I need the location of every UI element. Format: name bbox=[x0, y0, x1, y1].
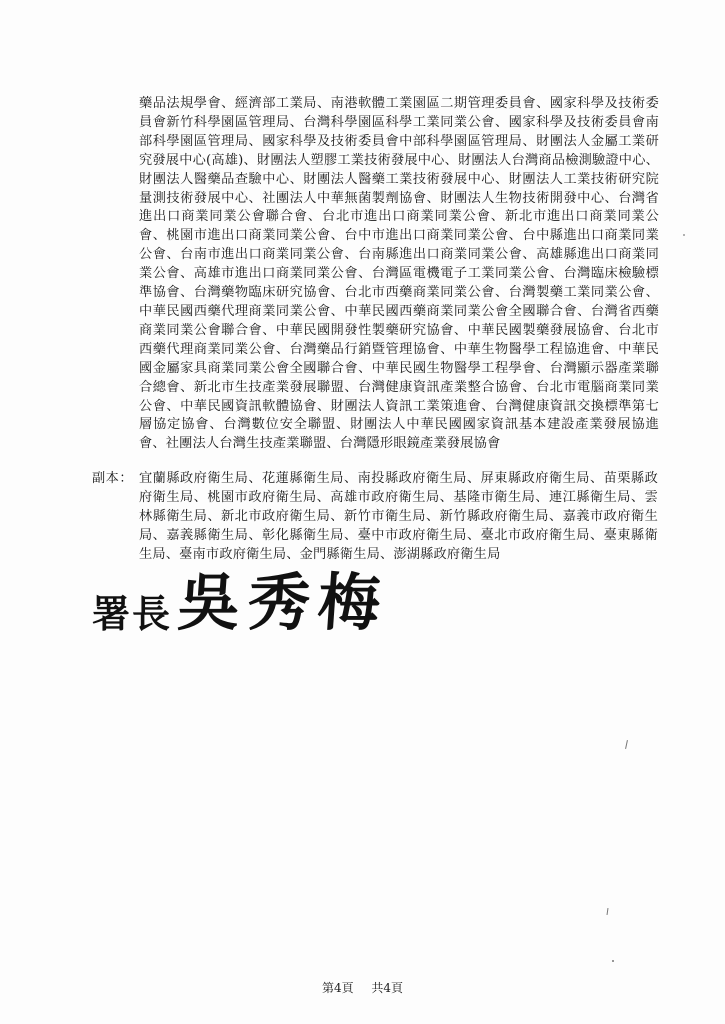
signature-stamp bbox=[92, 566, 391, 639]
page-total: 共4頁 bbox=[371, 981, 404, 995]
recipient-list: 藥品法規學會、經濟部工業局、南港軟體工業園區二期管理委員會、國家科學及技術委員會新竹科學園區管理局、台灣科學園區科學工業同業公會、國家科學及技術委員會南部科學園區管理局、國家科學及技術委員會中部科學園區管理局、財團法人金屬工業研究發展中心(高雄)、財團法人塑膠工業技術發展中心、財團法人台灣商品檢測驗證中心、財團法人醫藥品查驗中心、財團法人醫藥工業技術發展中心、財團法人工業技術研究院量測技術發展中心、社團法人中華無菌製劑協會、財團法人生物技術開發中心、台灣省進出口商業同業公會聯合會、台北市進出口商業同業公會、新北市進出口商業同業公會、桃園市進出口商業同業公會、台中市進出口商業同業公會、台中縣進出口商業同業公會、台南市進出口商業同業公會、台南縣進出口商業同業公會、高雄縣進出口商業同業公會、高雄市進出口商業同業公會、台灣區電機電子工業同業公會、台灣臨床檢驗標準協會、台灣藥物臨床研究協會、台北市西藥商業同業公會、台灣製藥工業同業公會、中華民國西藥代理商業同業公會、中華民國西藥商業同業公會全國聯合會、台灣省西藥商業同業公會聯合會、中華民國開發性製藥研究協會、中華民國製藥發展協會、台北市西藥代理商業同業公會、台灣藥品行銷暨管理協會、中華生物醫學工程協進會、中華民國金屬家具商業同業公會全國聯合會、中華民國生物醫學工程學會、台灣顯示器產業聯合總會、新北市生技產業發展聯盟、台灣健康資訊產業整合協會、台北市電腦商業同業公會、中華民國資訊軟體協會、財團法人資訊工業策進會、台灣健康資訊交換標準第七層協定協會、台灣數位安全聯盟、財團法人中華民國國家資訊基本建設產業發展協進會、社團法人台灣生技產業聯盟、台灣隱形眼鏡產業發展協會 bbox=[139, 96, 659, 452]
copy-label: 副本： bbox=[92, 471, 134, 486]
page-footer bbox=[0, 980, 725, 996]
signature-name: 吳秀梅 bbox=[175, 566, 391, 639]
scan-mark bbox=[612, 960, 614, 962]
copy-recipient-list: 宜蘭縣政府衛生局、花蓮縣衛生局、南投縣政府衛生局、屏東縣政府衛生局、苗栗縣政府衛生局、桃園市政府衛生局、高雄市政府衛生局、基隆市衛生局、連江縣衛生局、雲林縣衛生局、新北市政府衛生局、新竹市衛生局、新竹縣政府衛生局、嘉義市政府衛生局、嘉義縣衛生局、彰化縣衛生局、臺中市政府衛生局、臺北市政府衛生局、臺東縣衛生局、臺南市政府衛生局、金門縣衛生局、澎湖縣政府衛生局 bbox=[139, 471, 658, 562]
copy-recipients bbox=[92, 470, 662, 565]
signature-title: 署長 bbox=[92, 592, 173, 636]
page-number: 第4頁 bbox=[321, 981, 354, 995]
scan-mark bbox=[607, 908, 609, 915]
scan-mark bbox=[625, 740, 628, 749]
scan-mark bbox=[683, 234, 685, 236]
